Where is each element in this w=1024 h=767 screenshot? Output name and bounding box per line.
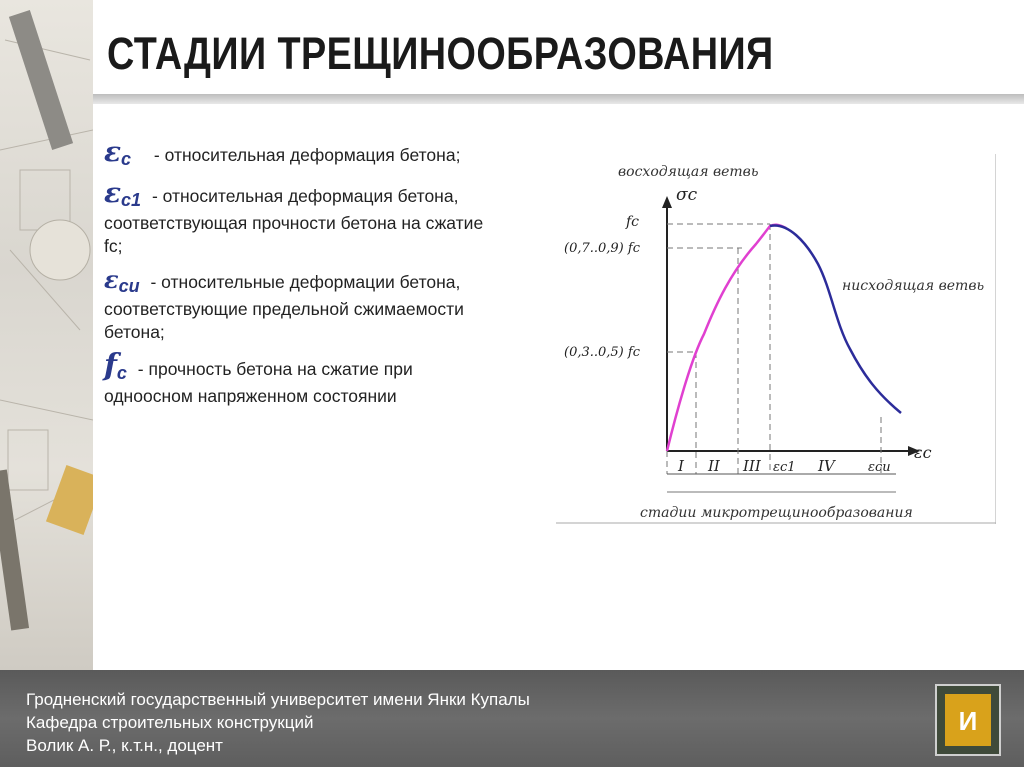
footer [0, 670, 1024, 767]
decorative-side-panel [0, 0, 93, 670]
definition-item [104, 135, 484, 171]
y-tick-fc: fc [626, 214, 640, 230]
y-axis-label: σc [676, 185, 698, 205]
x-axis-label: εc [914, 443, 932, 462]
stage-iii: III [743, 457, 761, 475]
page-title: СТАДИИ ТРЕЩИНООБРАЗОВАНИЯ [107, 28, 774, 79]
stage-ecu: εcu [868, 460, 891, 475]
definition-symbol: $f_c$ [104, 348, 127, 383]
title-divider [93, 94, 1024, 104]
stage-i: I [678, 457, 684, 475]
definition-symbol: $\varepsilon_{c1}$ [104, 176, 142, 210]
footer-author: Волик А. Р., к.т.н., доцент [26, 736, 223, 755]
ascending-branch-curve [667, 225, 786, 451]
footer-university: Гродненский государственный университет имени Янки Купалы [26, 690, 530, 709]
definition-symbol: $\varepsilon_{cu}$ [104, 265, 140, 296]
y-tick-07-09-fc: (0,7..0,9) fc [564, 241, 640, 256]
y-tick-03-05-fc: (0,3..0,5) fc [564, 345, 640, 360]
stress-strain-diagram [556, 154, 996, 524]
stage-ii: II [708, 457, 720, 475]
descending-branch-curve [770, 225, 901, 413]
diagram-svg [556, 154, 996, 524]
definitions-list [104, 135, 484, 414]
stage-ec1: εc1 [773, 460, 796, 475]
definition-text: - относительная деформация бетона; [153, 145, 461, 165]
university-logo [935, 684, 1001, 756]
descending-branch-label: нисходящая ветвь [842, 278, 985, 294]
footer-department: Кафедра строительных конструкций [26, 713, 314, 732]
definition-item [104, 348, 484, 408]
definition-text: - относительная деформация бетона, соответствующая прочности бетона на сжатие fc; [104, 186, 484, 256]
definition-item [104, 176, 484, 258]
definition-symbol: $\varepsilon_c$ [104, 135, 132, 169]
logo-emblem [945, 694, 991, 746]
ascending-branch-label: восходящая ветвь [618, 164, 759, 180]
tools-decoration-image [0, 0, 93, 670]
definition-item [104, 265, 484, 344]
microcracking-stages-label: стадии микротрещинообразования [640, 505, 913, 521]
definition-text: - относительные деформации бетона, соответствующие предельной сжимаемости бетона; [104, 272, 464, 342]
y-axis-arrow [662, 196, 672, 208]
definition-text: - прочность бетона на сжатие при одноосном напряженном состоянии [104, 359, 413, 406]
stage-iv: IV [818, 457, 835, 475]
logo-letter: И [958, 706, 978, 736]
